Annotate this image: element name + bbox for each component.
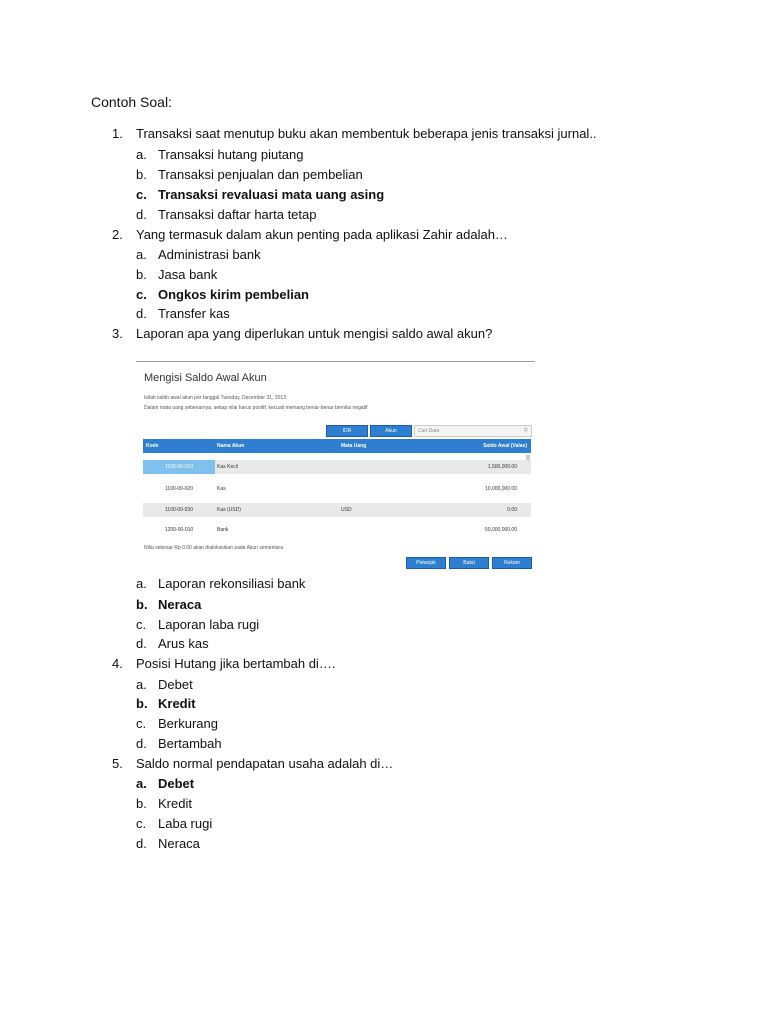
column-saldo-awal: Saldo Awal (Valas) bbox=[483, 443, 527, 449]
column-nama-akun: Nama Akun bbox=[217, 443, 245, 449]
embedded-screenshot bbox=[136, 361, 535, 575]
question-text: Posisi Hutang jika bertambah di…. bbox=[136, 656, 336, 671]
akun-button[interactable]: Akun bbox=[370, 425, 412, 437]
search-input[interactable]: Cari Data ⚲ bbox=[414, 425, 532, 437]
q2-option-d: d. Transfer kas bbox=[136, 306, 230, 321]
q1-option-d: d. Transaksi daftar harta tetap bbox=[136, 207, 317, 222]
table-header bbox=[143, 439, 531, 453]
table-row[interactable]: 1100-00-030 Kas (USD) USD 0.00 bbox=[143, 503, 531, 517]
question-number: 3. bbox=[112, 326, 123, 341]
q5-option-a-answer: a. Debet bbox=[136, 776, 195, 791]
page-heading: Contoh Soal: bbox=[91, 94, 172, 110]
q3-option-c: c. Laporan laba rugi bbox=[136, 617, 260, 632]
column-kode: Kode bbox=[146, 443, 159, 449]
rekam-button[interactable]: Rekam bbox=[492, 557, 532, 569]
q4-option-a: a. Debet bbox=[136, 677, 193, 692]
q1-option-b: b. Transaksi penjualan dan pembelian bbox=[136, 167, 363, 182]
table-row[interactable]: 1200-00-010 Bank 50,000,000.00 bbox=[164, 527, 517, 533]
q3-option-a: a. Laporan rekonsiliasi bank bbox=[136, 576, 306, 591]
screenshot-footnote: Nilai sebesar Rp 0.00 akan dialokasikan pada Akun sementara bbox=[144, 545, 283, 551]
question-text: Saldo normal pendapatan usaha adalah di… bbox=[136, 756, 394, 771]
q2-option-b: b. Jasa bank bbox=[136, 267, 218, 282]
q2-option-a: a. Administrasi bank bbox=[136, 247, 261, 262]
question-2 bbox=[112, 227, 508, 242]
search-icon: ⚲ bbox=[523, 428, 528, 434]
question-number: 4. bbox=[112, 656, 123, 671]
question-number: 2. bbox=[112, 227, 123, 242]
question-3 bbox=[112, 326, 492, 341]
q5-option-d: d. Neraca bbox=[136, 836, 200, 851]
question-text: Yang termasuk dalam akun penting pada aplikasi Zahir adalah… bbox=[136, 227, 508, 242]
screenshot-info-1: Isilah saldo awal akun per tanggal Tuesday, December 31, 2013 bbox=[144, 395, 286, 401]
q5-option-c: c. Laba rugi bbox=[136, 816, 213, 831]
q5-option-b: b. Kredit bbox=[136, 796, 192, 811]
q4-option-d: d. Bertambah bbox=[136, 736, 222, 751]
idr-button[interactable]: IDR bbox=[326, 425, 368, 437]
q4-option-b-answer: b. Kredit bbox=[136, 696, 196, 711]
q3-option-b-answer: b. Neraca bbox=[136, 597, 202, 612]
screenshot-info-2: Dalam mata uang sebenarnya, setiap nilai harus positif, kecuali memang benar-benar bernilai negatif bbox=[144, 405, 368, 411]
question-5 bbox=[112, 756, 393, 771]
table-row[interactable]: 1100-00-010 Kas Kecil 1,500,000.00 bbox=[143, 460, 531, 474]
question-text: Transaksi saat menutup buku akan membentuk beberapa jenis transaksi jurnal.. bbox=[136, 126, 597, 141]
screenshot-title: Mengisi Saldo Awal Akun bbox=[144, 372, 267, 384]
column-mata-uang: Mata Uang bbox=[341, 443, 367, 449]
question-1 bbox=[112, 126, 597, 141]
question-number: 5. bbox=[112, 756, 123, 771]
batal-button[interactable]: Batal bbox=[449, 557, 489, 569]
question-number: 1. bbox=[112, 126, 123, 141]
question-4 bbox=[112, 656, 335, 671]
table-row[interactable]: 1100-00-020 Kas 10,000,000.00 bbox=[165, 486, 517, 492]
q1-option-c-answer: c. Transaksi revaluasi mata uang asing bbox=[136, 187, 385, 202]
question-text: Laporan apa yang diperlukan untuk mengisi saldo awal akun? bbox=[136, 326, 493, 341]
q2-option-c-answer: c. Ongkos kirim pembelian bbox=[136, 287, 309, 302]
q4-option-c: c. Berkurang bbox=[136, 716, 218, 731]
q3-option-d: d. Arus kas bbox=[136, 636, 209, 651]
q1-option-a: a. Transaksi hutang piutang bbox=[136, 147, 304, 162]
petunjuk-button[interactable]: Petunjuk bbox=[406, 557, 446, 569]
